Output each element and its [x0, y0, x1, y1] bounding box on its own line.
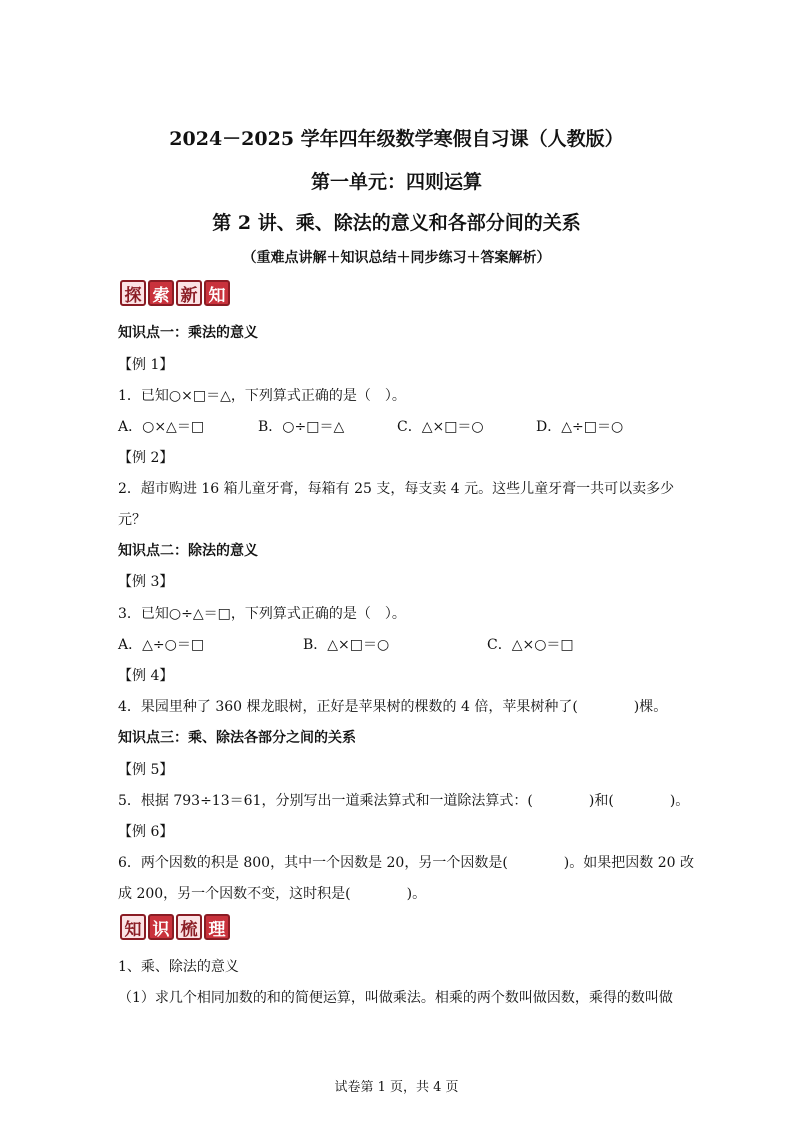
- banner-char: 探: [120, 280, 146, 306]
- document-title: 2024－2025 学年四年级数学寒假自习课（人教版）: [169, 128, 624, 150]
- banner-char: 识: [148, 914, 174, 940]
- banner-char: 理: [204, 914, 230, 940]
- section-heading: 知识点二：除法的意义: [118, 543, 258, 559]
- example-label: 【例 2】: [118, 450, 174, 466]
- example-label: 【例 4】: [118, 668, 174, 684]
- banner-char: 新: [176, 280, 202, 306]
- banner-char: 知: [204, 280, 230, 306]
- option-c: C．△×□＝○: [397, 419, 484, 435]
- question-6-line-2: 成 200，另一个因数不变，这时积是( )。: [118, 886, 427, 902]
- unit-title: 第一单元：四则运算: [310, 171, 482, 193]
- summary-item-1-1: （1）求几个相同加数的和的简便运算，叫做乘法。相乘的两个数叫做因数，乘得的数叫做: [118, 990, 673, 1006]
- example-label: 【例 6】: [118, 824, 174, 840]
- option-b: B．○÷□＝△: [258, 419, 345, 435]
- section-heading: 知识点一：乘法的意义: [118, 325, 258, 341]
- section-heading: 知识点三：乘、除法各部分之间的关系: [118, 730, 356, 746]
- option-d: D．△÷□＝○: [536, 419, 624, 435]
- banner-char: 知: [120, 914, 146, 940]
- question-2-line-1: 2．超市购进 16 箱儿童牙膏，每箱有 25 支，每支卖 4 元。这些儿童牙膏一共可以卖多少: [118, 481, 675, 497]
- question-2-line-2: 元？: [118, 512, 146, 528]
- summary-item-1: 1、乘、除法的意义: [118, 959, 239, 975]
- knowledge-summary-banner: [120, 914, 230, 940]
- question-6-line-1: 6．两个因数的积是 800，其中一个因数是 20，另一个因数是( )。如果把因数 20 改: [118, 855, 694, 871]
- banner-char: 梳: [176, 914, 202, 940]
- question-3: 3．已知○÷△＝□，下列算式正确的是（ ）。: [118, 606, 406, 622]
- banner-char: 索: [148, 280, 174, 306]
- option-c: C．△×○＝□: [487, 637, 574, 653]
- question-1: 1．已知○×□＝△，下列算式正确的是（ ）。: [118, 388, 406, 404]
- option-a: A．△÷○＝□: [118, 637, 205, 653]
- example-label: 【例 1】: [118, 357, 174, 373]
- page-footer: 试卷第 1 页，共 4 页: [334, 1080, 459, 1095]
- explore-new-knowledge-banner: [120, 280, 230, 306]
- option-a: A．○×△＝□: [118, 419, 205, 435]
- question-4: 4．果园里种了 360 棵龙眼树，正好是苹果树的棵数的 4 倍，苹果树种了( )棵。: [118, 699, 668, 715]
- example-label: 【例 5】: [118, 762, 174, 778]
- question-5: 5．根据 793÷13＝61，分别写出一道乘法算式和一道除法算式：( )和( )。: [118, 793, 690, 809]
- example-label: 【例 3】: [118, 574, 174, 590]
- option-b: B．△×□＝○: [303, 637, 390, 653]
- lesson-title: 第 2 讲、乘、除法的意义和各部分间的关系: [212, 212, 581, 234]
- subtitle: （重难点讲解＋知识总结＋同步练习＋答案解析）: [242, 250, 551, 266]
